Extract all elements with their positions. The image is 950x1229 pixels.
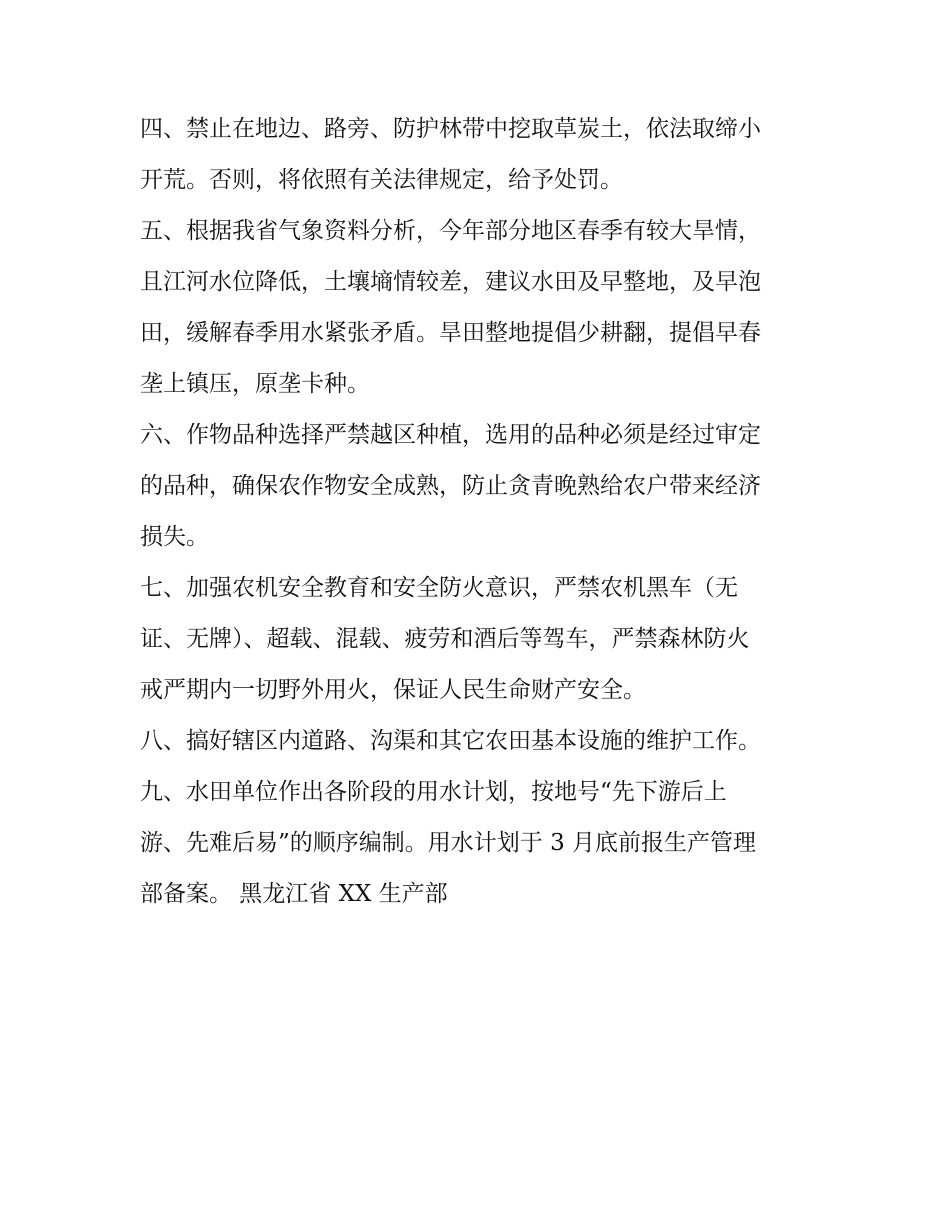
paragraph-8 (140, 716, 830, 767)
paragraph-9 (140, 767, 830, 920)
paragraph-4 (140, 104, 830, 206)
paragraph-7 (140, 563, 830, 716)
text-line: 八、搞好辖区内道路、沟渠和其它农田基本设施的维护工作。 (140, 728, 761, 754)
text-line: 七、加强农机安全教育和安全防火意识，严禁农机黑车（无 (140, 575, 738, 601)
text-line: 九、水田单位作出各阶段的用水计划，按地号“先下游后上 (140, 779, 727, 805)
text-line: 戒严期内一切野外用火，保证人民生命财产安全。 (140, 677, 646, 703)
text-line: 的品种，确保农作物安全成熟，防止贪青晚熟给农户带来经济 (140, 473, 761, 499)
text-line: 田，缓解春季用水紧张矛盾。旱田整地提倡少耕翻，提倡早春 (140, 320, 761, 346)
text-line: 证、无牌）、超载、混载、疲劳和酒后等驾车，严禁森林防火 (140, 626, 750, 652)
text-line: 开荒。否则，将依照有关法律规定，给予处罚。 (140, 167, 623, 193)
text-line: 五、根据我省气象资料分析，今年部分地区春季有较大旱情， (140, 218, 761, 244)
paragraph-5 (140, 206, 830, 410)
paragraph-6 (140, 410, 830, 563)
text-line: 部备案。 黑龙江省 XX 生产部 (140, 881, 448, 907)
text-line: 游、先难后易”的顺序编制。用水计划于 3 月底前报生产管理 (140, 830, 757, 856)
text-line: 损失。 (140, 524, 209, 550)
text-line: 四、禁止在地边、路旁、防护林带中挖取草炭土，依法取缔小 (140, 116, 761, 142)
text-line: 垄上镇压，原垄卡种。 (140, 371, 370, 397)
text-line: 且江河水位降低，土壤墒情较差，建议水田及早整地，及早泡 (140, 269, 761, 295)
document-body (140, 104, 830, 920)
text-line: 六、作物品种选择严禁越区种植，选用的品种必须是经过审定 (140, 422, 761, 448)
